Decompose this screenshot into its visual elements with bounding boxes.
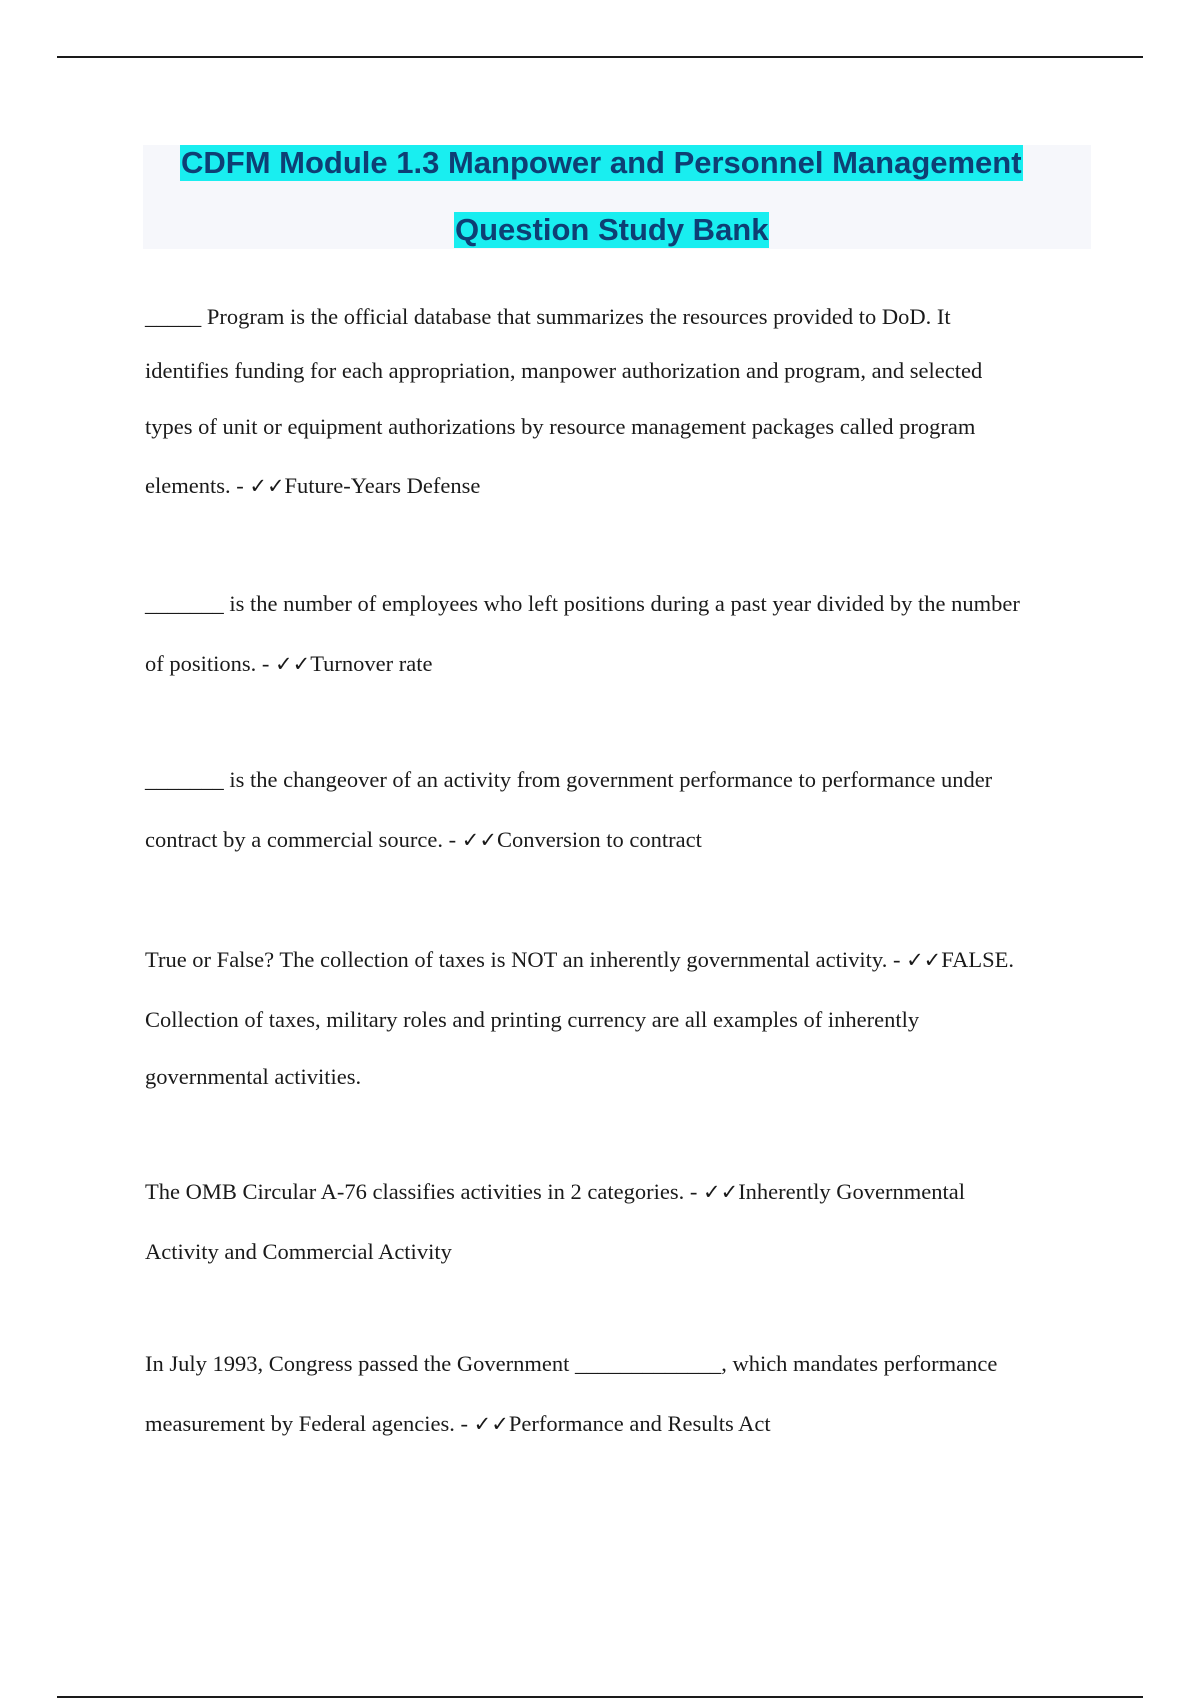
- question-4-text-end: True or False? The collection of taxes is NOT an inherently governmental activity. -: [145, 947, 907, 972]
- question-5-line-1: [145, 1178, 965, 1206]
- double-check-icon: ✓✓: [461, 828, 497, 852]
- question-6-line-2: [145, 1410, 771, 1438]
- question-1-text-end: elements. -: [145, 473, 250, 498]
- double-check-icon: ✓✓: [473, 1412, 509, 1436]
- question-6-text-end: measurement by Federal agencies. -: [145, 1411, 474, 1436]
- question-4-answer: FALSE.: [941, 947, 1014, 972]
- question-3-line-2: [145, 826, 702, 854]
- question-2-text-end: of positions. -: [145, 651, 276, 676]
- question-4-answer-line-2: Collection of taxes, military roles and printing currency are all examples of inherently: [145, 1007, 920, 1032]
- document-title-block: [143, 145, 1091, 249]
- double-check-icon: ✓✓: [906, 948, 942, 972]
- question-3-answer: Conversion to contract: [496, 827, 702, 852]
- question-1-line-1: _____ Program is the official database that summarizes the resources provided to DoD. It: [145, 304, 951, 329]
- question-6-line-1: In July 1993, Congress passed the Government _____________, which mandates performance: [145, 1351, 998, 1376]
- header-rule: [57, 56, 1143, 58]
- question-6-answer: Performance and Results Act: [508, 1411, 771, 1436]
- question-1-line-2: identifies funding for each appropriation, manpower authorization and program, and selected: [145, 358, 983, 383]
- question-4-line-1: [145, 946, 1014, 974]
- double-check-icon: ✓✓: [275, 652, 311, 676]
- double-check-icon: ✓✓: [249, 474, 285, 498]
- question-1-line-3: types of unit or equipment authorizations by resource management packages called program: [145, 414, 976, 439]
- question-2-line-1: _______ is the number of employees who left positions during a past year divided by the number: [145, 591, 1020, 616]
- question-5-answer: Inherently Governmental: [738, 1179, 965, 1204]
- double-check-icon: ✓✓: [702, 1180, 739, 1204]
- question-2-line-2: [145, 650, 433, 678]
- document-title-line-1: CDFM Module 1.3 Manpower and Personnel Management: [181, 145, 1022, 180]
- question-4-answer-line-3: governmental activities.: [145, 1064, 362, 1089]
- question-5-answer-line-2: Activity and Commercial Activity: [145, 1239, 452, 1264]
- question-1-line-4: [145, 472, 480, 500]
- document-title-line-2: Question Study Bank: [455, 212, 769, 247]
- question-3-text-end: contract by a commercial source. -: [145, 827, 462, 852]
- question-3-line-1: _______ is the changeover of an activity from government performance to performance under: [145, 767, 993, 792]
- question-1-answer: Future-Years Defense: [284, 473, 481, 498]
- footer-rule: [57, 1696, 1143, 1698]
- question-5-text-end: The OMB Circular A-76 classifies activities in 2 categories. -: [145, 1179, 703, 1204]
- question-2-answer: Turnover rate: [310, 651, 433, 676]
